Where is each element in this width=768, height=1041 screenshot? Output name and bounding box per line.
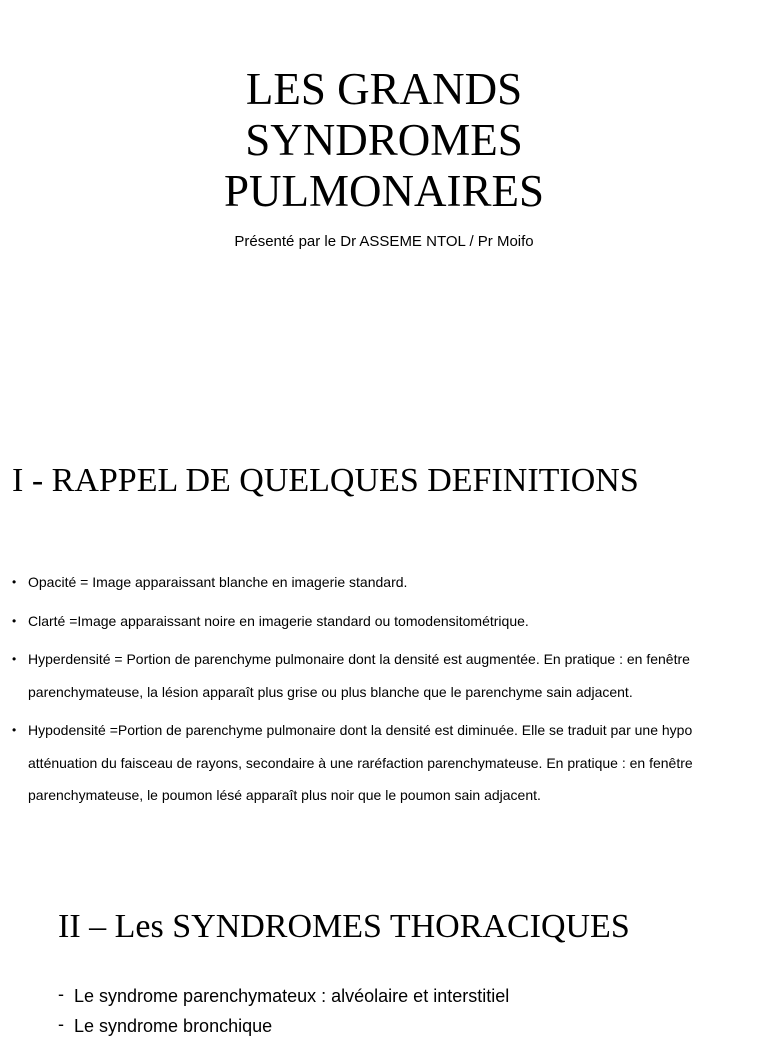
syndrome-text: Le syndrome bronchique [74,1016,273,1036]
bullet-icon: • [12,652,17,666]
section-heading-definitions: I - RAPPEL DE QUELQUES DEFINITIONS [12,462,639,499]
title-line: SYNDROMES [245,115,523,165]
list-item [12,643,752,708]
list-item [58,1011,509,1041]
bullet-icon: • [12,613,17,628]
title-line: LES GRANDS [245,64,523,114]
definition-text: Hyperdensité = Portion de parenchyme pulmonaire dont la densité est augmentée. En pratique : en fenêtre parenchymateuse, la lésion apparaît plus grise ou plus blanche que le parenchyme sain adjacent. [28,651,690,700]
list-item [12,566,752,599]
syndromes-list [58,981,509,1041]
bullet-icon: • [12,723,17,737]
presenter-subtitle: Présenté par le Dr ASSEME NTOL / Pr Moifo [234,233,534,250]
list-item [58,981,509,1011]
definition-text: Opacité = Image apparaissant blanche en imagerie standard. [28,574,408,590]
list-item [12,714,752,812]
bullet-icon: • [12,575,17,589]
definition-text: Hypodensité =Portion de parenchyme pulmonaire dont la densité est diminuée. Elle se traduit par une hypo atténuation du faisceau de rayons, secondaire à une raréfaction parenchymateuse. En pratique : en fenêtre parenchymateuse, le poumon lésé apparaît plus noir que le poumon sain adjacent. [28,722,693,803]
title-block [0,64,768,250]
syndrome-text: Le syndrome parenchymateux : alvéolaire et interstitiel [74,986,510,1006]
title-line: PULMONAIRES [223,166,545,216]
section-heading-syndromes: II – Les SYNDROMES THORACIQUES [58,908,630,945]
dash-bullet-icon: - [58,1014,64,1034]
definition-text: Clarté =Image apparaissant noire en imagerie standard ou tomodensitométrique. [28,612,529,629]
list-item [12,605,752,638]
dash-bullet-icon: - [58,984,64,1004]
main-title [0,64,768,217]
definitions-list [12,566,752,812]
